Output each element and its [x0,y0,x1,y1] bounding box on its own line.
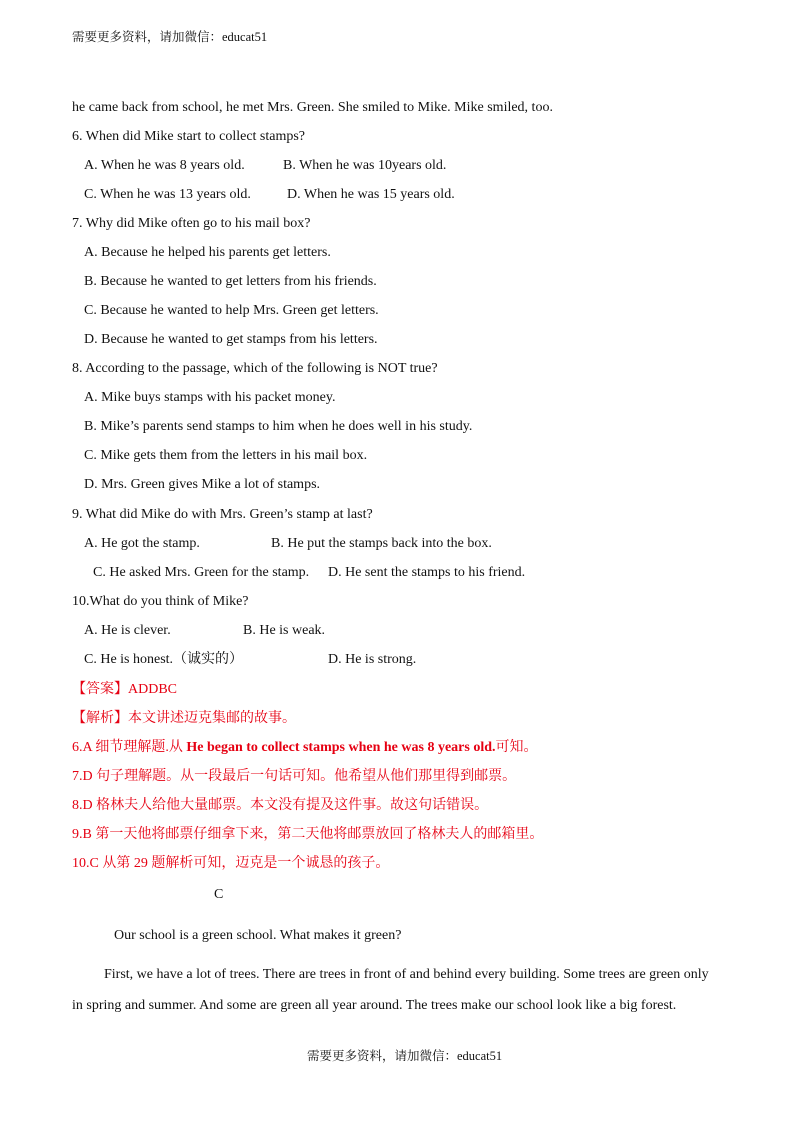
explanation-text: 第一天他将邮票仔细拿下来，第二天他将邮票放回了格林夫人的邮箱里。 [91,827,544,842]
question-10-option-b: B. He is weak. [243,623,326,638]
section-c-paragraph-line-2: in spring and summer. And some are green all year around. The trees make our school look like a big forest. [72,998,677,1013]
question-7-stem: 7. Why did Mike often go to his mail box? [72,216,311,231]
question-6-stem: 6. When did Mike start to collect stamps? [72,129,306,144]
section-c-label: C [214,887,224,902]
analysis-line [72,710,296,728]
answer-value: ADDBC [128,682,178,697]
explanation-8 [72,797,488,815]
answer-line [72,681,177,699]
question-8-option-a: A. Mike buys stamps with his packet money. [84,390,336,405]
question-8-stem: 8. According to the passage, which of the following is NOT true? [72,361,438,376]
question-9-option-d: D. He sent the stamps to his friend. [328,565,526,580]
question-6-option-b: B. When he was 10years old. [283,158,447,173]
question-10-option-c: C. He is honest.（诚实的） [84,652,244,667]
answer-label: 【答案】 [72,682,128,697]
explanation-text: 格林夫人给他大量邮票。本文没有提及这件事。故这句话错误。 [92,798,489,813]
question-9-option-b: B. He put the stamps back into the box. [271,536,492,551]
section-c-intro: Our school is a green school. What makes it green? [114,928,402,943]
explanation-7 [72,768,516,786]
explanation-9 [72,826,543,844]
question-7-option-d: D. Because he wanted to get stamps from his letters. [84,332,378,347]
explanation-10 [72,855,389,873]
question-10-option-d: D. He is strong. [328,652,417,667]
explanation-text: 句子理解题。从一段最后一句话可知。他希望从他们那里得到邮票。 [92,769,517,784]
passage-tail: he came back from school, he met Mrs. Green. She smiled to Mike. Mike smiled, too. [72,100,553,115]
explanation-number: 9.B [72,827,92,842]
explanation-text: 细节理解题.从 [91,740,187,755]
explanation-number: 8.D [72,798,93,813]
question-6-option-d: D. When he was 15 years old. [287,187,455,202]
question-8-option-c: C. Mike gets them from the letters in his mail box. [84,448,368,463]
question-6-option-c: C. When he was 13 years old. [84,187,251,202]
analysis-text: 本文讲述迈克集邮的故事。 [128,711,296,726]
question-8-option-b: B. Mike’s parents send stamps to him when he does well in his study. [84,419,473,434]
question-7-option-b: B. Because he wanted to get letters from his friends. [84,274,377,289]
question-7-option-a: A. Because he helped his parents get letters. [84,245,331,260]
question-10-stem: 10.What do you think of Mike? [72,594,249,609]
question-6-option-a: A. When he was 8 years old. [84,158,245,173]
question-9-option-c: C. He asked Mrs. Green for the stamp. [93,565,310,580]
section-c-paragraph-line-1: First, we have a lot of trees. There are trees in front of and behind every building. Some trees are green only [104,967,709,982]
question-7-option-c: C. Because he wanted to help Mrs. Green get letters. [84,303,379,318]
question-10-option-a: A. He is clever. [84,623,171,638]
analysis-label: 【解析】 [72,711,128,726]
explanation-number: 7.D [72,769,93,784]
page-header: 需要更多资料，请加微信：educat51 [72,30,268,44]
question-9-option-a: A. He got the stamp. [84,536,200,551]
question-8-option-d: D. Mrs. Green gives Mike a lot of stamps. [84,477,321,492]
explanation-number: 10.C [72,856,99,871]
explanation-text: 从第 29 题解析可知，迈克是一个诚恳的孩子。 [98,856,390,871]
explanation-text-end: 可知。 [495,740,538,755]
explanation-6 [72,739,538,757]
question-9-stem: 9. What did Mike do with Mrs. Green’s stamp at last? [72,507,373,522]
explanation-number: 6.A [72,740,92,755]
page-footer: 需要更多资料，请加微信：educat51 [307,1049,503,1063]
explanation-quote: He began to collect stamps when he was 8 years old. [186,740,496,755]
